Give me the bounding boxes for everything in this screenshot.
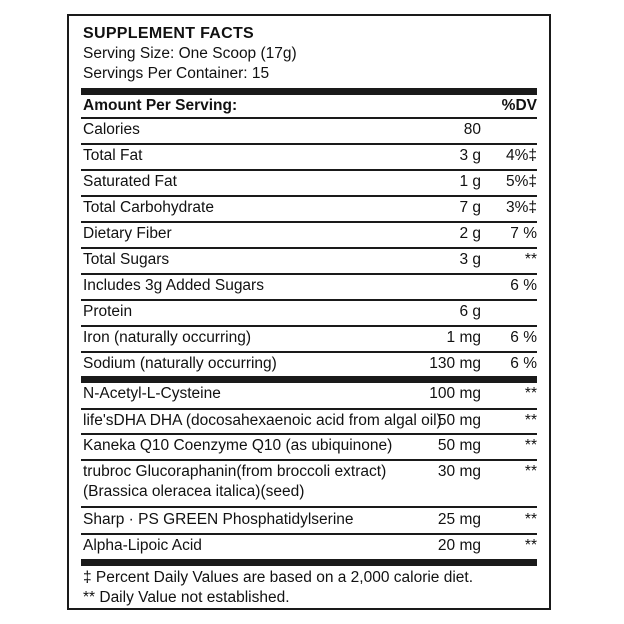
nutrient-amount: 80 [463,121,481,138]
amount-per-serving-label: Amount Per Serving: [83,97,238,114]
supplement-facts-panel [67,14,551,610]
nutrient-name-line2: (Brassica oleracea italica)(seed) [83,483,305,500]
nutrient-amount: 25 mg [437,511,481,528]
nutrient-dv: ** [524,463,537,480]
nutrient-dv: 6 % [510,329,537,346]
servings-per-container: Servings Per Container: 15 [83,65,270,82]
footnote-dv-basis: ‡ Percent Daily Values are based on a 2,000 calorie diet. [83,569,474,586]
divider [81,325,537,327]
thick-divider-bottom [81,559,537,566]
nutrient-amount: 7 g [459,199,481,216]
nutrient-name: Protein [83,303,133,320]
nutrient-amount: 100 mg [429,385,481,402]
nutrient-amount: 2 g [459,225,481,242]
thick-divider-middle [81,376,537,383]
nutrient-dv: 6 % [510,277,537,294]
nutrient-amount: 1 g [459,173,481,190]
divider [81,169,537,171]
nutrient-amount: 50 mg [437,412,481,429]
nutrient-amount: 3 g [459,251,481,268]
nutrient-dv: ** [524,437,537,454]
divider [81,299,537,301]
nutrient-dv: 4%‡ [505,147,537,164]
nutrient-name: Dietary Fiber [83,225,172,242]
serving-size: Serving Size: One Scoop (17g) [83,45,297,62]
nutrient-dv: ** [524,251,537,268]
nutrient-name: Includes 3g Added Sugars [83,277,264,294]
nutrient-amount: 30 mg [437,463,481,480]
nutrient-dv: 5%‡ [505,173,537,190]
nutrient-dv: ** [524,537,537,554]
nutrient-dv: ** [524,385,537,402]
table-row [81,462,537,502]
nutrient-name: Sodium (naturally occurring) [83,355,277,372]
footnote-dv-not-established: ** Daily Value not established. [83,589,290,606]
nutrient-dv: ** [524,412,537,429]
nutrient-dv: ** [524,511,537,528]
divider [81,195,537,197]
nutrient-dv: 6 % [510,355,537,372]
nutrient-name: Alpha-Lipoic Acid [83,537,202,554]
nutrient-amount: 1 mg [446,329,481,346]
nutrient-name: life'sDHA DHA (docosahexaenoic acid from algal oil) [83,412,442,429]
divider [81,143,537,145]
nutrient-name: N-Acetyl-L-Cysteine [83,385,221,402]
nutrient-name: Saturated Fat [83,173,177,190]
divider [81,533,537,535]
divider [81,221,537,223]
divider [81,247,537,249]
nutrient-amount: 50 mg [437,437,481,454]
nutrient-dv: 7 % [510,225,537,242]
nutrient-name: trubroc Glucoraphanin(from broccoli extract) [83,463,387,480]
nutrient-dv: 3%‡ [505,199,537,216]
footnotes [83,568,473,608]
nutrient-amount: 3 g [459,147,481,164]
thick-divider-top [81,88,537,95]
nutrient-name: Total Carbohydrate [83,199,214,216]
divider [81,408,537,410]
divider [81,273,537,275]
divider [81,459,537,461]
nutrient-amount: 6 g [459,303,481,320]
divider [81,506,537,508]
nutrient-name: Total Sugars [83,251,170,268]
nutrient-name: Iron (naturally occurring) [83,329,251,346]
dv-column-label: %DV [501,97,537,114]
nutrient-name: Kaneka Q10 Coenzyme Q10 (as ubiquinone) [83,437,393,454]
divider [81,117,537,119]
nutrient-amount: 20 mg [437,537,481,554]
nutrient-name: Total Fat [83,147,143,164]
nutrient-name: Sharp · PS GREEN Phosphatidylserine [83,511,354,528]
nutrient-amount: 130 mg [429,355,481,372]
panel-header [83,24,297,84]
divider [81,433,537,435]
panel-title: SUPPLEMENT FACTS [83,25,255,42]
divider [81,351,537,353]
nutrient-name: Calories [83,121,140,138]
